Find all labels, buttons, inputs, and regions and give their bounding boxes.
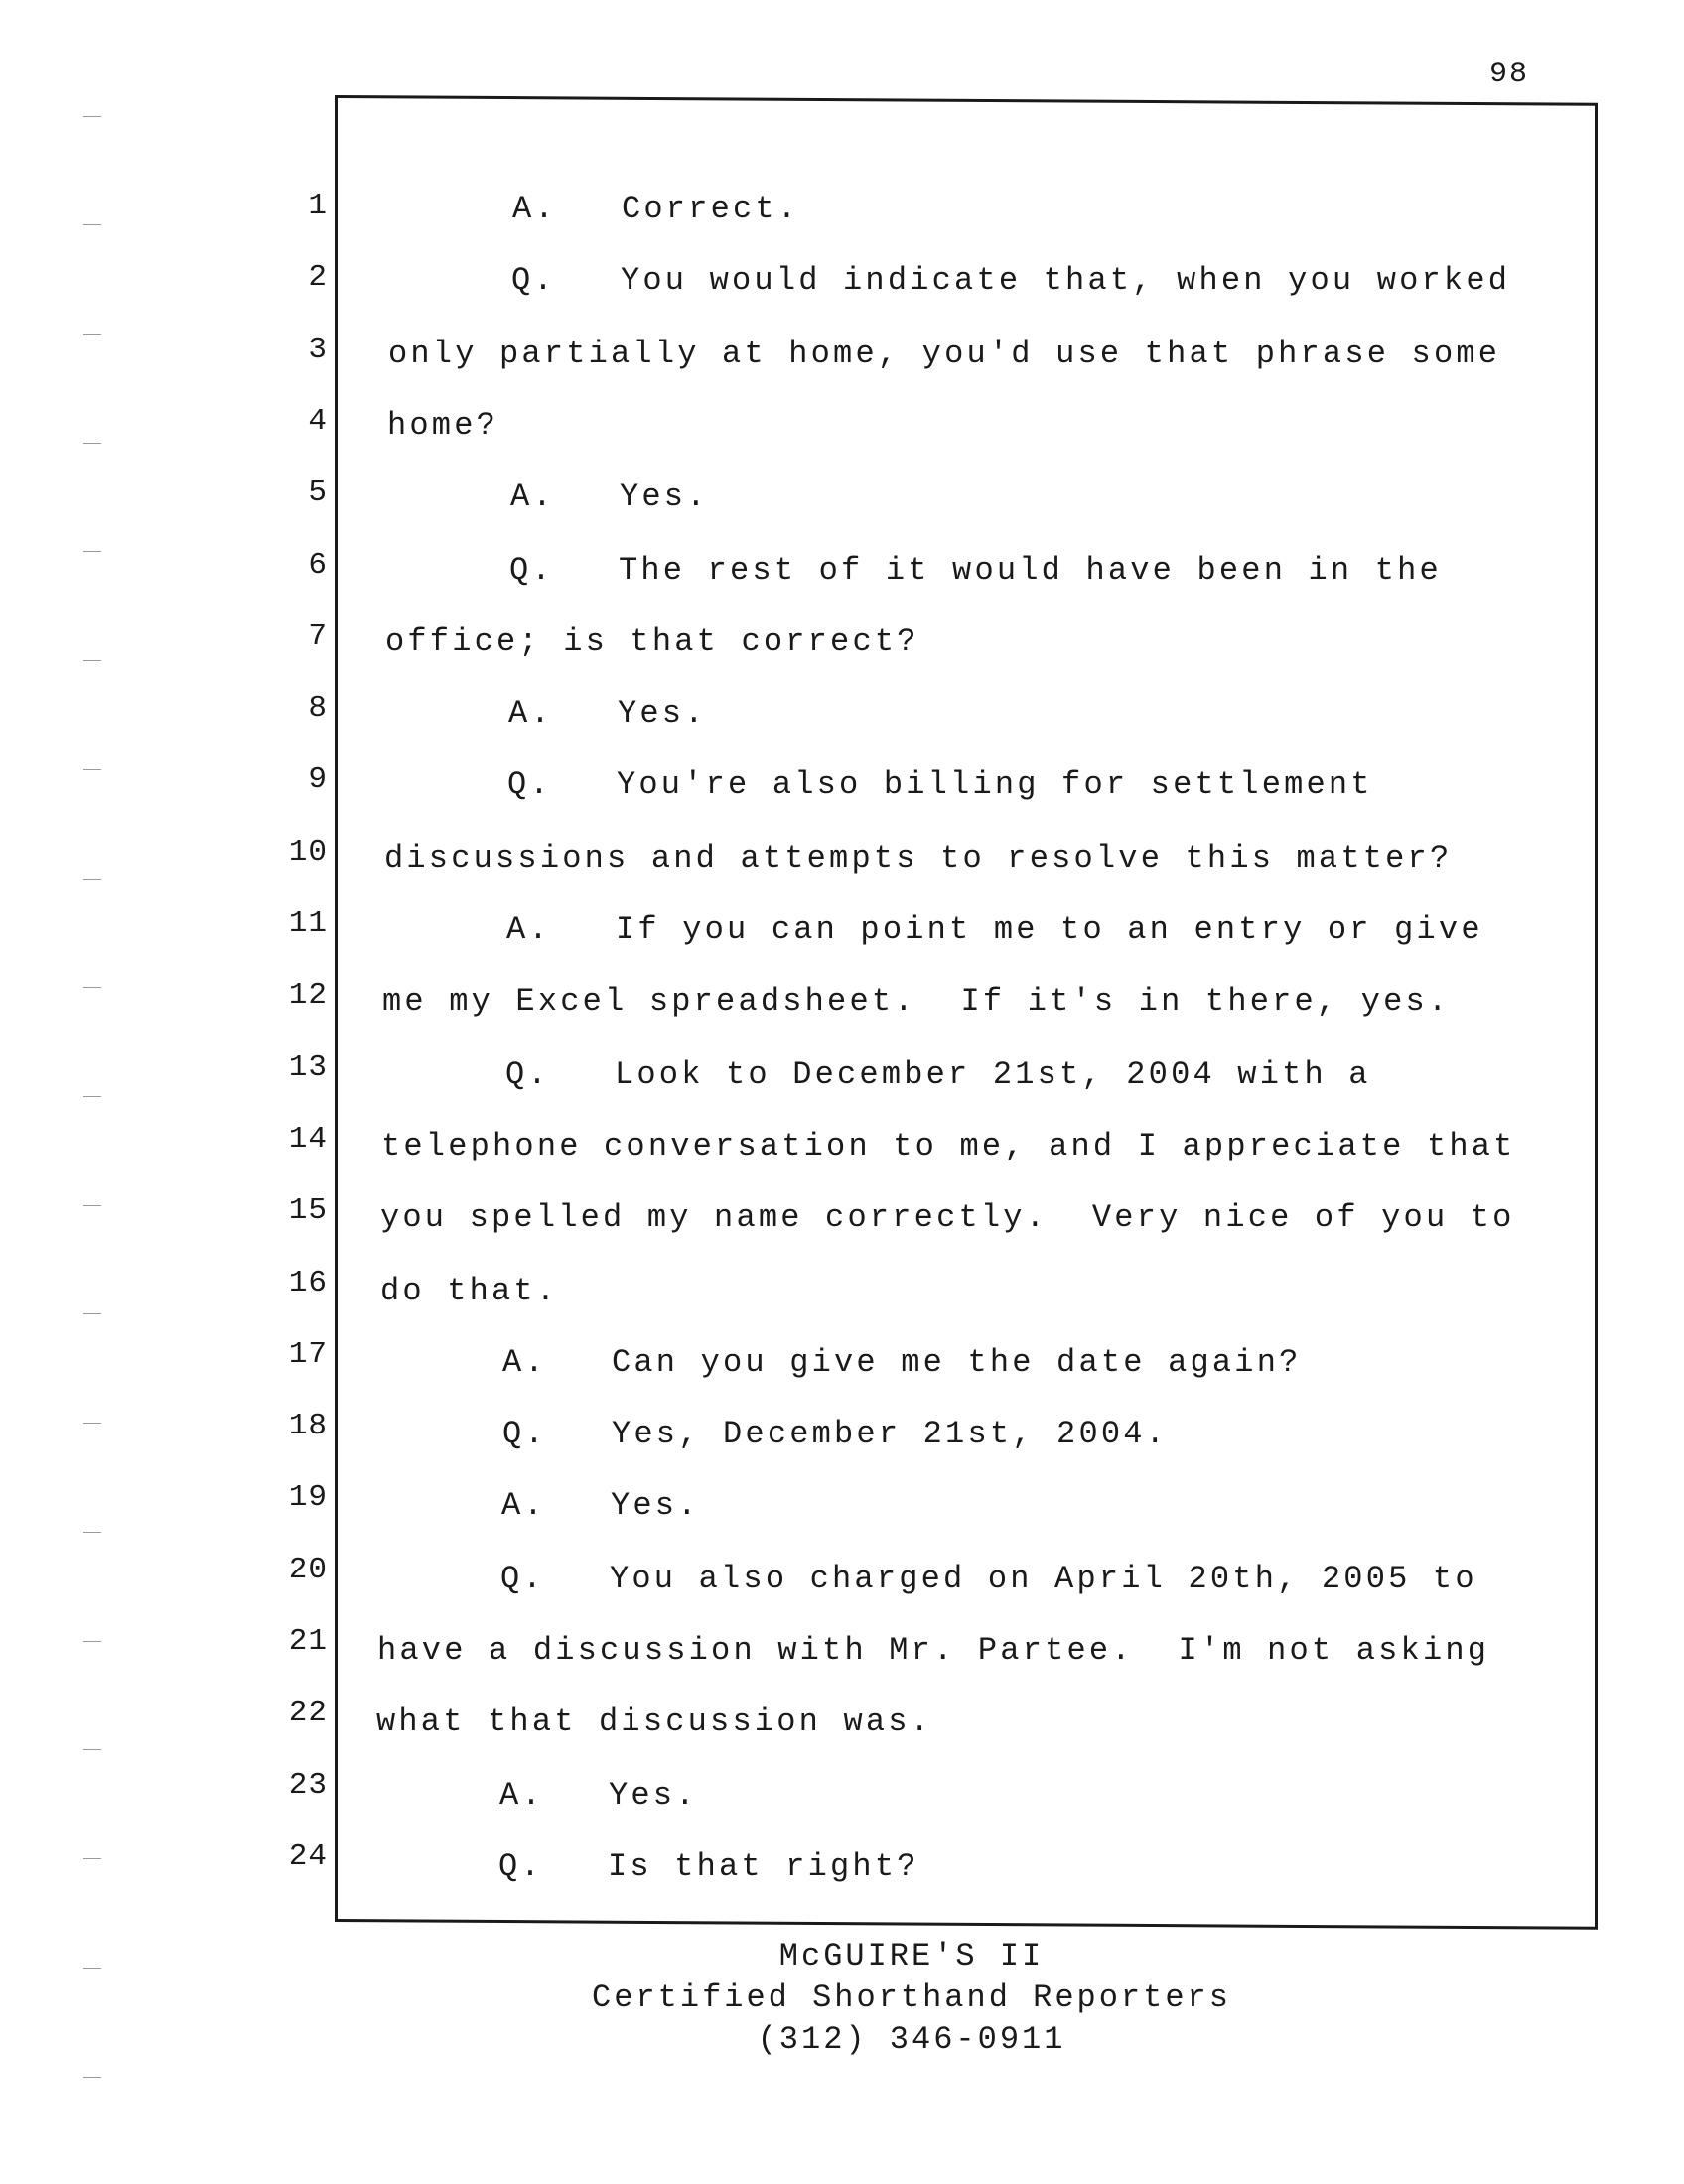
- transcript-line: [381, 1128, 1516, 1164]
- line-number: 12: [288, 978, 328, 1013]
- line-text: telephone conversation to me, and I appreciate that: [381, 1128, 1516, 1164]
- transcript-line: [380, 1273, 558, 1309]
- line-text: Correct.: [622, 191, 800, 227]
- line-number: 14: [288, 1122, 328, 1157]
- speaker-label: A.: [512, 191, 557, 227]
- line-text: Yes, December 21st, 2004.: [612, 1416, 1169, 1452]
- line-number: 4: [308, 404, 328, 439]
- transcript-line: [382, 983, 1450, 1020]
- line-number: 11: [288, 906, 328, 941]
- line-text: Yes.: [618, 695, 707, 732]
- line-number: 9: [308, 762, 328, 797]
- speaker-label: A.: [499, 1777, 544, 1814]
- transcript-line: [506, 911, 1483, 948]
- transcript-line: [499, 1777, 698, 1814]
- line-text: only partially at home, you'd use that phrase some: [388, 336, 1501, 372]
- reporter-footer: [0, 1936, 1684, 2061]
- transcript-line: [508, 695, 707, 732]
- speaker-label: Q.: [505, 1056, 550, 1093]
- transcript-line: [384, 840, 1452, 877]
- line-number: 20: [288, 1553, 328, 1587]
- line-text: Look to December 21st, 2004 with a: [615, 1056, 1371, 1093]
- line-number: 15: [288, 1193, 328, 1228]
- line-text: you spelled my name correctly. Very nice of you to: [380, 1199, 1515, 1236]
- speaker-label: A.: [502, 1344, 547, 1381]
- transcript-line: [502, 1416, 1168, 1452]
- line-text: You also charged on April 20th, 2005 to: [610, 1561, 1477, 1597]
- line-text: office; is that correct?: [385, 623, 919, 660]
- reporter-title: Certified Shorthand Reporters: [592, 1979, 1231, 2016]
- line-number: 6: [308, 548, 328, 583]
- line-text: home?: [387, 407, 499, 444]
- line-number: 1: [308, 189, 328, 223]
- transcript-line: [509, 552, 1442, 589]
- line-number: 22: [288, 1696, 328, 1730]
- transcript-line: [512, 191, 799, 227]
- transcript-line: [376, 1704, 932, 1740]
- line-text: what that discussion was.: [376, 1704, 933, 1740]
- reporter-phone: (312) 346-0911: [757, 2021, 1066, 2058]
- transcript-line: [507, 766, 1373, 803]
- line-text: Yes.: [611, 1487, 700, 1524]
- line-number: 7: [308, 619, 328, 654]
- transcript-line: [511, 262, 1510, 299]
- line-number: 24: [288, 1840, 328, 1874]
- transcript-line: [498, 1848, 919, 1885]
- line-text: discussions and attempts to resolve this matter?: [384, 840, 1453, 877]
- line-text: have a discussion with Mr. Partee. I'm not asking: [377, 1632, 1490, 1669]
- line-number: 5: [308, 476, 328, 510]
- line-number: 10: [288, 835, 328, 870]
- transcript-line: [377, 1632, 1489, 1669]
- line-number: 17: [288, 1337, 328, 1372]
- page-number: 98: [1489, 58, 1530, 91]
- line-text: Yes.: [620, 478, 709, 515]
- speaker-label: A.: [510, 478, 555, 515]
- speaker-label: Q.: [507, 766, 552, 803]
- transcript-line: [385, 623, 919, 660]
- transcript-line: [500, 1561, 1477, 1597]
- line-text: Is that right?: [608, 1848, 919, 1885]
- line-number: 23: [288, 1768, 328, 1803]
- transcript-line: [505, 1056, 1371, 1093]
- line-number: 8: [308, 691, 328, 726]
- speaker-label: Q.: [498, 1848, 543, 1885]
- line-number: 13: [288, 1050, 328, 1085]
- speaker-label: Q.: [502, 1416, 547, 1452]
- transcript-line: [388, 336, 1500, 372]
- line-text: If you can point me to an entry or give: [616, 911, 1483, 948]
- speaker-label: Q.: [511, 262, 556, 299]
- speaker-label: A.: [506, 911, 551, 948]
- line-number: 21: [288, 1624, 328, 1659]
- transcript-line: [380, 1199, 1515, 1236]
- line-number: 18: [288, 1409, 328, 1443]
- speaker-label: A.: [501, 1487, 546, 1524]
- line-number: 16: [288, 1266, 328, 1300]
- speaker-label: A.: [508, 695, 553, 732]
- line-text: Yes.: [609, 1777, 698, 1814]
- line-text: You're also billing for settlement: [617, 766, 1373, 803]
- line-text: me my Excel spreadsheet. If it's in there, yes.: [382, 983, 1451, 1020]
- transcript-line: [501, 1487, 700, 1524]
- reporter-name: McGUIRE'S II: [778, 1938, 1045, 1975]
- line-text: do that.: [380, 1273, 559, 1309]
- line-number: 3: [308, 333, 328, 367]
- transcript-line: [502, 1344, 1302, 1381]
- line-text: You would indicate that, when you worked: [621, 262, 1511, 299]
- transcript-line: [387, 407, 498, 444]
- line-number: 2: [308, 260, 328, 295]
- transcript-line: [510, 478, 709, 515]
- speaker-label: Q.: [500, 1561, 545, 1597]
- line-number: 19: [288, 1480, 328, 1515]
- speaker-label: Q.: [509, 552, 554, 589]
- line-text: Can you give me the date again?: [612, 1344, 1302, 1381]
- line-text: The rest of it would have been in the: [619, 552, 1442, 589]
